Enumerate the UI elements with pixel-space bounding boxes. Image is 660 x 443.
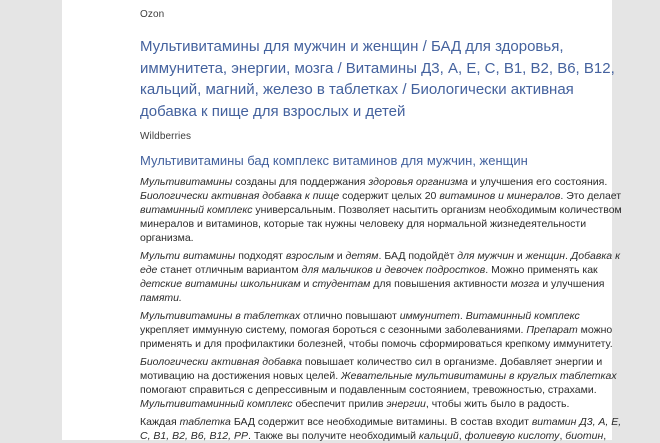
text-line <box>140 429 610 443</box>
italic-run: Биологически активная добавка <box>140 356 302 368</box>
italic-run: еде <box>140 264 158 276</box>
text-run: подходят <box>235 250 286 262</box>
document-page[interactable] <box>62 0 622 442</box>
text-line <box>140 337 613 351</box>
text-line <box>140 217 610 231</box>
text-run: минералов и витаминов, которые так нужны человеку для нормальной жизнедеятельности <box>140 218 587 230</box>
italic-run: мозга <box>510 278 540 290</box>
italic-run: С, В1, В2, В6, В12, РР <box>140 430 248 442</box>
italic-run: фолиевую кислоту <box>464 430 560 442</box>
text-run: отлично повышают <box>300 310 400 322</box>
text-run: универсальным. Позволяет насытить организм необходимым количеством <box>252 204 622 216</box>
text-run: укрепляет иммунную систему, помогая бороться с сезонными заболеваниями. <box>140 324 527 336</box>
text-run: и улучшения его состояния. <box>468 176 608 188</box>
heading-line: кальций, магний, железо в таблетках / Биологически активная <box>140 81 574 98</box>
text-run: и <box>513 250 526 262</box>
text-run: БАД содержит все необходимые витамины. В состав входит <box>230 416 532 428</box>
italic-run: для мальчиков и девочек подростков <box>301 264 486 276</box>
paragraph-audience[interactable] <box>140 249 621 305</box>
heading-line: иммунитета, энергии, мозга / Витамины Д3, А, Е, С, В1, В2, В6, В12, <box>140 59 615 77</box>
text-line <box>140 355 610 369</box>
text-line <box>140 291 610 305</box>
text-run: и <box>300 278 313 290</box>
text-run: и <box>333 250 346 262</box>
italic-run: детям <box>345 250 379 262</box>
italic-run: для мужчин <box>457 250 514 262</box>
text-line <box>140 203 622 217</box>
text-run: , <box>559 430 566 442</box>
italic-run: иммунитет <box>399 310 460 322</box>
text-run: созданы для поддержания <box>232 176 369 188</box>
paragraph-immunity[interactable] <box>140 309 613 351</box>
ozon-product-title[interactable] <box>140 36 615 122</box>
text-run: . <box>459 310 466 322</box>
italic-run: Мульти витамины <box>140 250 236 262</box>
text-line <box>140 397 610 411</box>
text-line <box>140 415 622 429</box>
text-line <box>140 263 610 277</box>
text-run: , <box>458 430 465 442</box>
text-line <box>140 249 621 263</box>
italic-run: здоровья организма <box>368 176 469 188</box>
document-content <box>140 0 622 443</box>
text-run: , чтобы жить было в радость. <box>425 398 570 410</box>
italic-run: Мультивитамины в таблетках <box>140 310 301 322</box>
text-run: и улучшения <box>539 278 605 290</box>
italic-run: студентам <box>312 278 371 290</box>
text-run: для повышения активности <box>370 278 511 290</box>
text-run: применять и для профилактики болезней, чтобы помочь сформироваться крепкому иммунитету. <box>140 338 613 350</box>
text-line <box>140 369 617 383</box>
text-run: можно <box>577 324 613 336</box>
text-run: , <box>603 430 607 442</box>
heading-line: добавка к пище для взрослых и детей <box>140 102 406 120</box>
italic-run: витаминов и минералов <box>439 190 561 202</box>
text-run: . Это делает <box>560 190 622 202</box>
text-line <box>140 383 610 397</box>
text-line <box>140 231 610 245</box>
italic-run: кальций <box>418 430 459 442</box>
heading-line: Мультивитамины для мужчин и женщин / БАД для здоровья, <box>140 38 564 55</box>
italic-run: женщин <box>525 250 566 262</box>
marketplace-label-ozon[interactable]: Ozon <box>140 9 165 20</box>
italic-run: Мультивитамины <box>140 176 233 188</box>
text-run: . Также вы получите необходимый <box>247 430 419 442</box>
italic-run: памяти. <box>140 292 182 304</box>
paragraph-benefits[interactable] <box>140 175 622 245</box>
italic-run: Жевательные мультивитамины в круглых таблетках <box>341 370 617 382</box>
italic-run: Добавка к <box>570 250 621 262</box>
italic-run: взрослым <box>285 250 334 262</box>
text-line <box>140 175 610 189</box>
text-run: обеспечит прилив <box>292 398 387 410</box>
italic-run: биотин <box>565 430 604 442</box>
italic-run: Препарат <box>526 324 578 336</box>
italic-run: энергии <box>386 398 426 410</box>
italic-run: витамин Д3, А, Е, <box>531 416 622 428</box>
text-run: . <box>565 250 571 262</box>
italic-run: Биологически активная добавка к пище <box>140 190 340 202</box>
italic-run: таблетка <box>179 416 231 428</box>
heading-line: Мультивитамины бад комплекс витаминов для мужчин, женщин <box>140 153 528 168</box>
text-line <box>140 189 622 203</box>
text-run: . Можно применять как <box>485 264 598 276</box>
italic-run: Витаминный комплекс <box>465 310 580 322</box>
marketplace-label-wildberries[interactable]: Wildberries <box>140 131 192 142</box>
text-line <box>140 277 610 291</box>
text-run: организма. <box>140 232 194 244</box>
text-run: мотивацию на достижения новых целей. <box>140 370 342 382</box>
text-line <box>140 323 613 337</box>
text-run: содержит целых 20 <box>339 190 440 202</box>
paragraph-composition[interactable] <box>140 415 622 443</box>
text-run: повышает количество сил в организме. Добавляет энергии и <box>301 356 603 368</box>
italic-run: витаминный комплекс <box>140 204 253 216</box>
italic-run: Мультивитаминный комплекс <box>140 398 293 410</box>
text-run: Каждая <box>140 416 180 428</box>
text-run: . БАД подойдёт <box>378 250 458 262</box>
text-run: станет отличным вариантом <box>157 264 302 276</box>
text-line <box>140 309 610 323</box>
text-run: помогают справиться с депрессивным и подавленным состоянием, тревожностью, страхами. <box>140 384 597 396</box>
paragraph-energy[interactable] <box>140 355 617 411</box>
italic-run: детские витамины школьникам <box>140 278 301 290</box>
wildberries-product-title[interactable] <box>140 152 610 169</box>
